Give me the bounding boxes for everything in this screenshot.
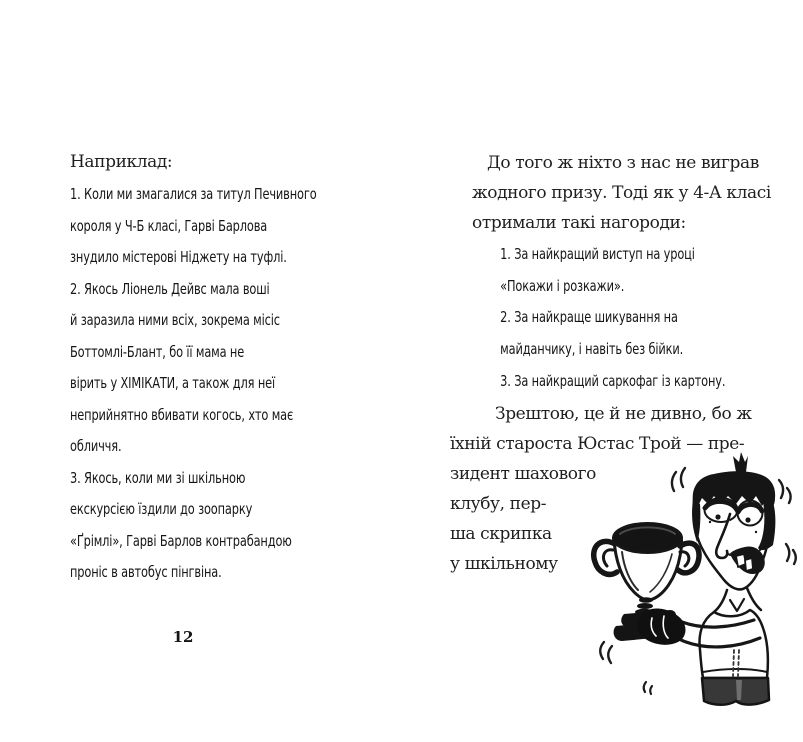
text-line: знудило містерові Ніджету на туфлі.	[70, 248, 287, 266]
paragraph-heading: Наприклад:	[70, 152, 173, 172]
handwritten-awards-list	[450, 239, 780, 398]
text-line: отримали такі нагороди:	[472, 213, 686, 233]
left-page	[70, 145, 400, 589]
text-line: 3. Якось, коли ми зі шкільною	[70, 468, 246, 487]
text-line: 2. За найкраще шикування на	[500, 308, 678, 327]
text-line: проніс в автобус пінгвіна.	[70, 563, 222, 581]
text-line: у шкільному	[450, 554, 558, 575]
page-number: 12	[172, 628, 194, 646]
text-line: «Покажи і розкажи».	[500, 276, 625, 295]
handwritten-example-list	[70, 179, 400, 589]
boy-with-trophy-illustration	[590, 450, 802, 742]
text-line: Боттомлі-Блант, бо її мама не	[70, 342, 245, 361]
text-line: обличчя.	[70, 437, 122, 455]
text-line: й заразила ними всіх, зокрема місіс	[70, 311, 280, 329]
text-line: зидент шахового	[450, 464, 596, 485]
text-line: неприйнятно вбивати когось, хто має	[70, 405, 294, 424]
text-line: вірить у ХІМІКАТИ, а також для неї	[70, 374, 275, 392]
text-line: майданчику, і навіть без бійки.	[500, 340, 684, 359]
text-line: Зрештою, це й не дивно, бо ж	[495, 404, 752, 425]
text-line: ша скрипка	[450, 524, 552, 545]
text-line: До того ж ніхто з нас не виграв	[487, 153, 759, 173]
text-line: клубу, пер-	[450, 494, 547, 515]
text-line: їхній староста Юстас Трой — пре-	[450, 434, 745, 455]
text-line: короля у Ч-Б класі, Гарві Барлова	[70, 216, 268, 235]
text-line: 3. За найкращий саркофаг із картону.	[500, 371, 726, 390]
text-line: 1. За найкращий виступ на уроці	[500, 245, 695, 263]
text-line: «Ґрімлі», Гарві Барлов контрабандою	[70, 531, 292, 550]
text-line: 1. Коли ми змагалися за титул Печивного	[70, 185, 317, 203]
text-line: 2. Якось Ліонель Дейвс мала воші	[70, 279, 270, 298]
text-line: екскурсією їздили до зоопарку	[70, 500, 253, 518]
text-line: жодного призу. Тоді як у 4-А класі	[472, 183, 771, 203]
body-paragraph-1	[450, 148, 780, 238]
